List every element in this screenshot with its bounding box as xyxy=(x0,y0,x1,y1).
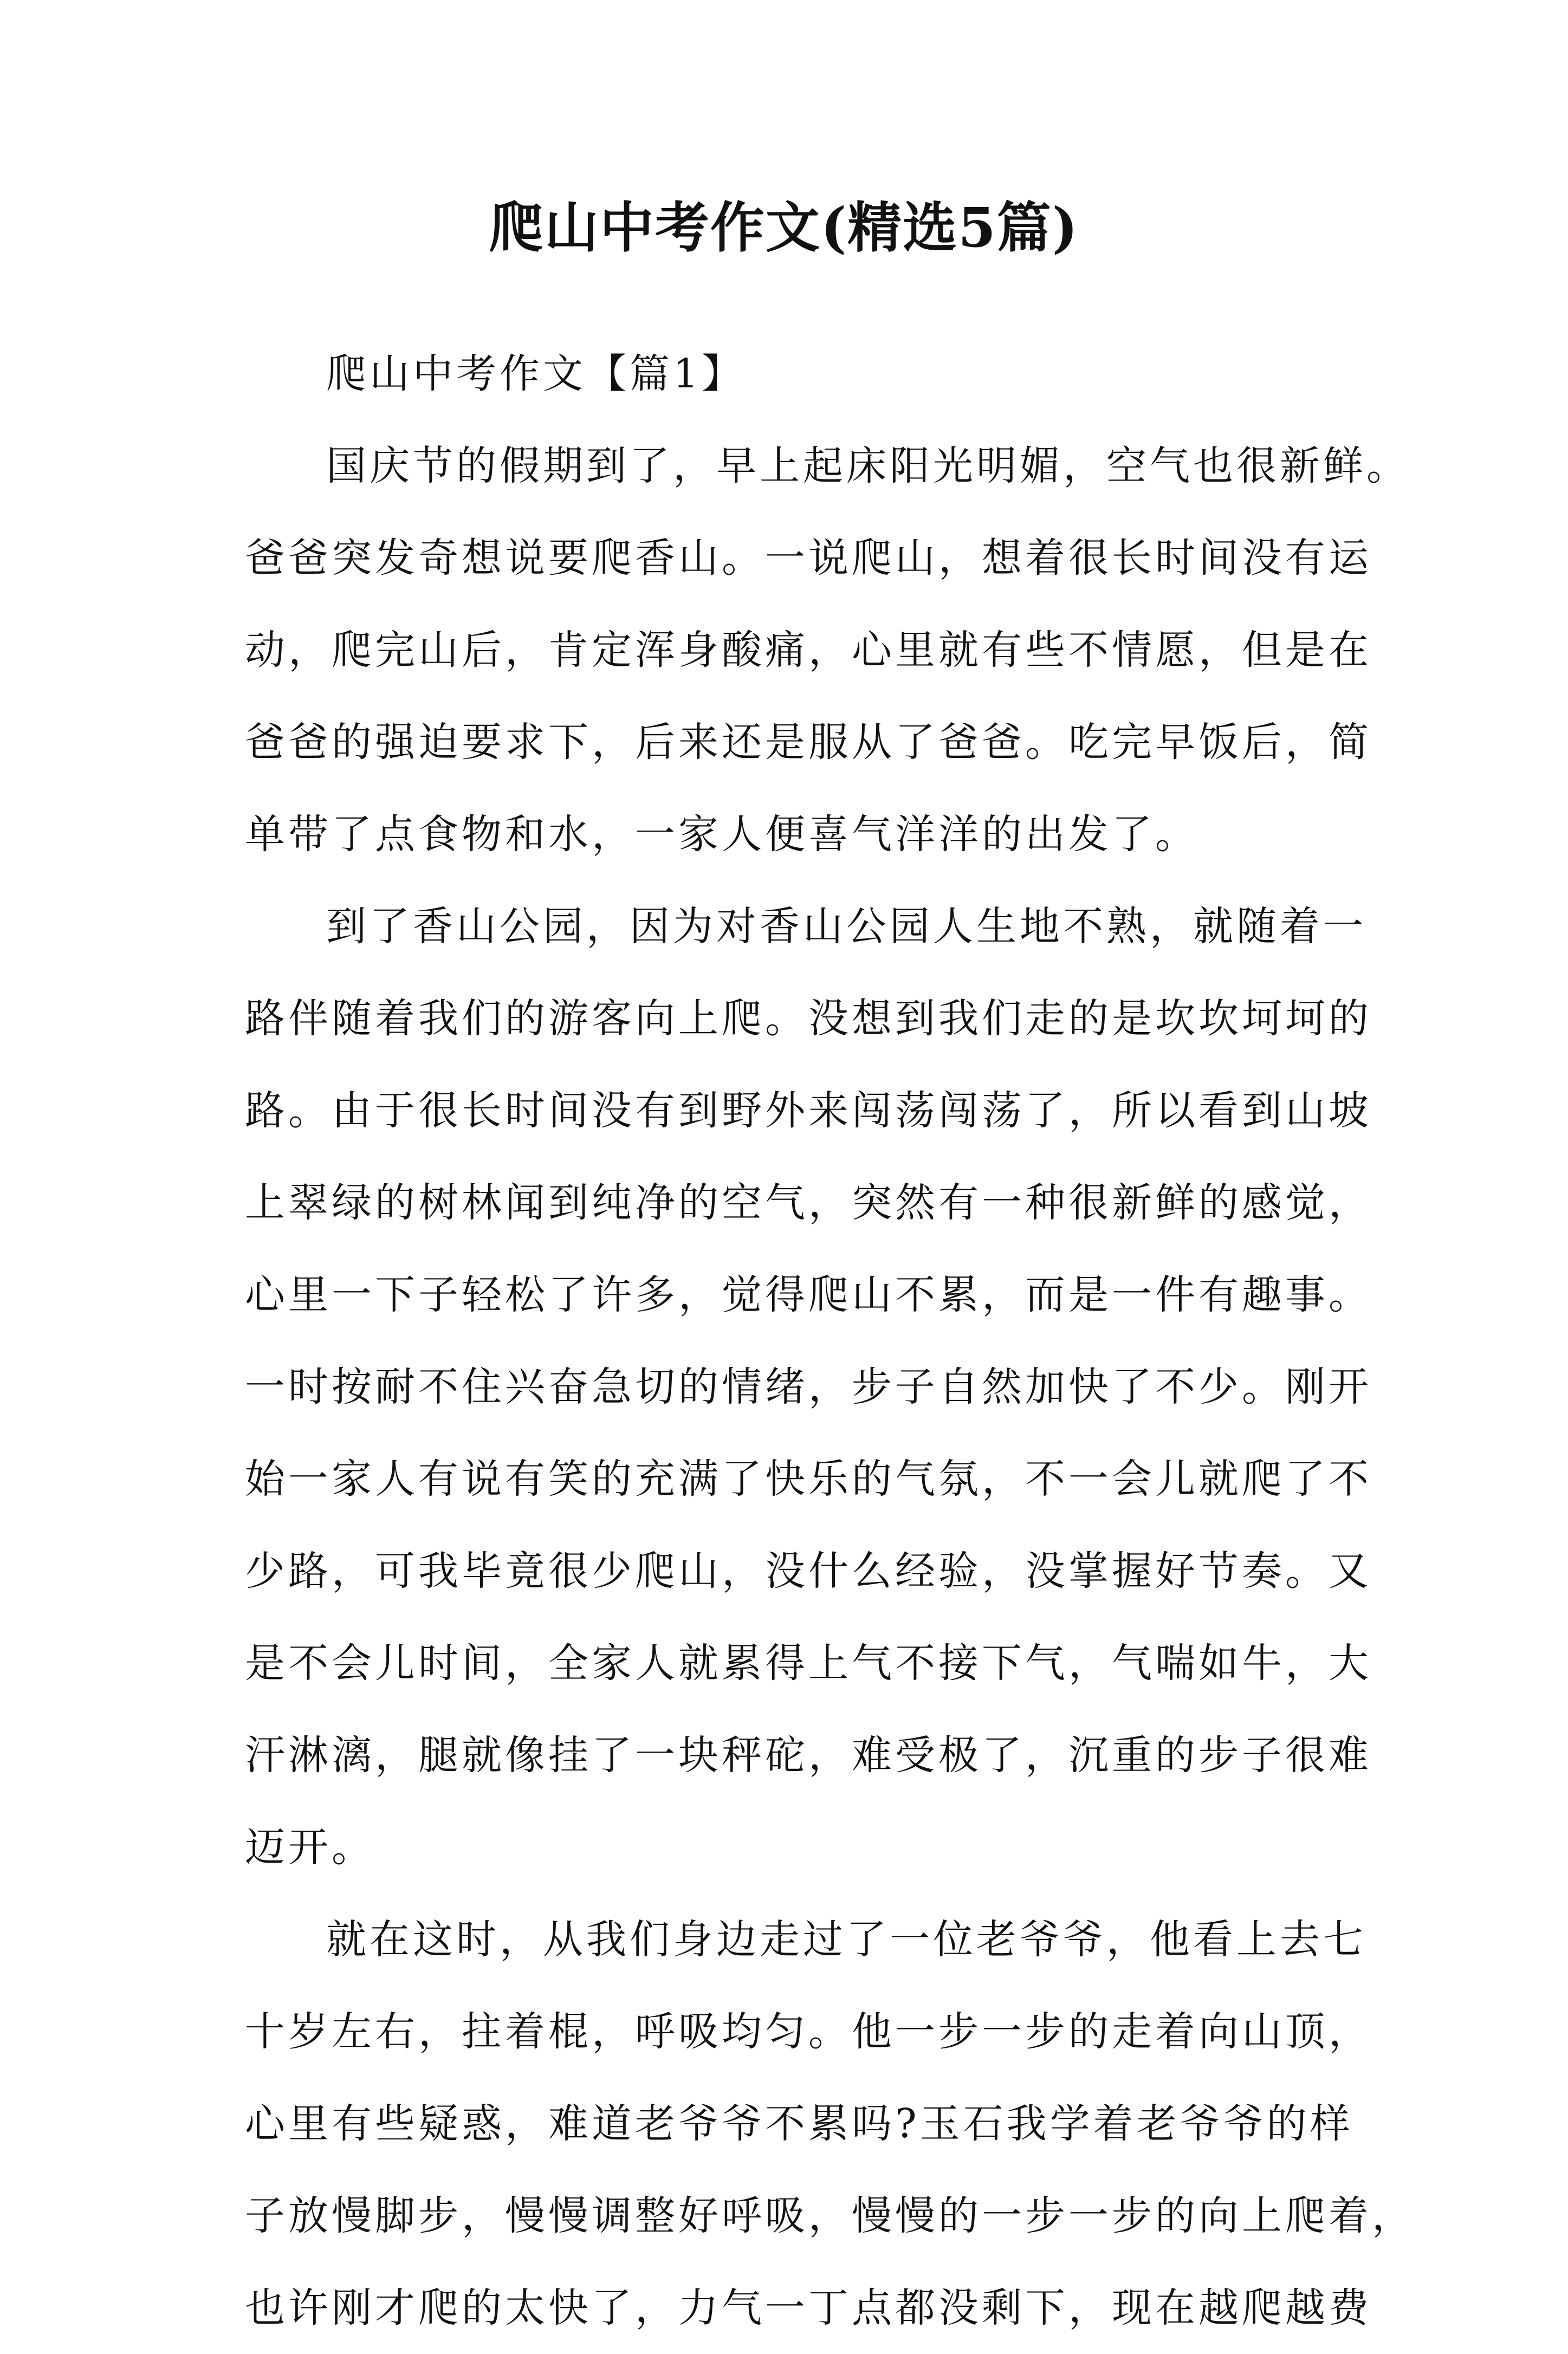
section-heading: 爬山中考作文【篇1】 xyxy=(326,351,746,397)
paragraph-line: 也许刚才爬的太快了，力气一丁点都没剩下，现在越爬越费 xyxy=(245,2285,1372,2331)
paragraph-line: 汗淋漓，腿就像挂了一块秤砣，难受极了，沉重的步子很难 xyxy=(245,1732,1372,1779)
paragraph-line: 十岁左右，拄着棍，呼吸均匀。他一步一步的走着向山顶， xyxy=(245,2008,1372,2055)
paragraph-line: 少路，可我毕竟很少爬山，没什么经验，没掌握好节奏。又 xyxy=(245,1548,1372,1594)
paragraph-line: 国庆节的假期到了，早上起床阳光明媚，空气也很新鲜。 xyxy=(326,443,1410,489)
paragraph-line: 心里一下子轻松了许多，觉得爬山不累，而是一件有趣事。 xyxy=(245,1272,1372,1318)
document-body xyxy=(245,328,1415,2354)
paragraph-line: 上翠绿的树林闻到纯净的空气，突然有一种很新鲜的感觉， xyxy=(245,1179,1372,1226)
paragraph-line: 迈开。 xyxy=(245,1824,375,1871)
paragraph-line: 动，爬完山后，肯定浑身酸痛，心里就有些不情愿，但是在 xyxy=(245,627,1372,673)
paragraph-line: 是不会儿时间，全家人就累得上气不接下气，气喘如牛，大 xyxy=(245,1640,1372,1687)
paragraph-line: 爸爸突发奇想说要爬香山。一说爬山，想着很长时间没有运 xyxy=(245,535,1372,581)
paragraph-line: 到了香山公园，因为对香山公园人生地不熟，就随着一 xyxy=(326,903,1366,950)
paragraph-line: 爸爸的强迫要求下，后来还是服从了爸爸。吃完早饭后，简 xyxy=(245,719,1372,766)
paragraph-line: 就在这时，从我们身边走过了一位老爷爷，他看上去七 xyxy=(326,1916,1366,1963)
paragraph-line: 一时按耐不住兴奋急切的情绪，步子自然加快了不少。刚开 xyxy=(245,1364,1372,1410)
document-title: 爬山中考作文(精选5篇) xyxy=(489,196,1079,260)
paragraph-line: 单带了点食物和水，一家人便喜气洋洋的出发了。 xyxy=(245,811,1198,858)
paragraph-line: 路。由于很长时间没有到野外来闯荡闯荡了，所以看到山坡 xyxy=(245,1087,1372,1134)
paragraph-line: 始一家人有说有笑的充满了快乐的气氛，不一会儿就爬了不 xyxy=(245,1456,1372,1502)
paragraph-line: 子放慢脚步，慢慢调整好呼吸，慢慢的一步一步的向上爬着， xyxy=(245,2193,1415,2239)
paragraph-line: 路伴随着我们的游客向上爬。没想到我们走的是坎坎坷坷的 xyxy=(245,995,1372,1042)
paragraph-line: 心里有些疑惑，难道老爷爷不累吗?玉石我学着老爷爷的样 xyxy=(245,2100,1353,2147)
